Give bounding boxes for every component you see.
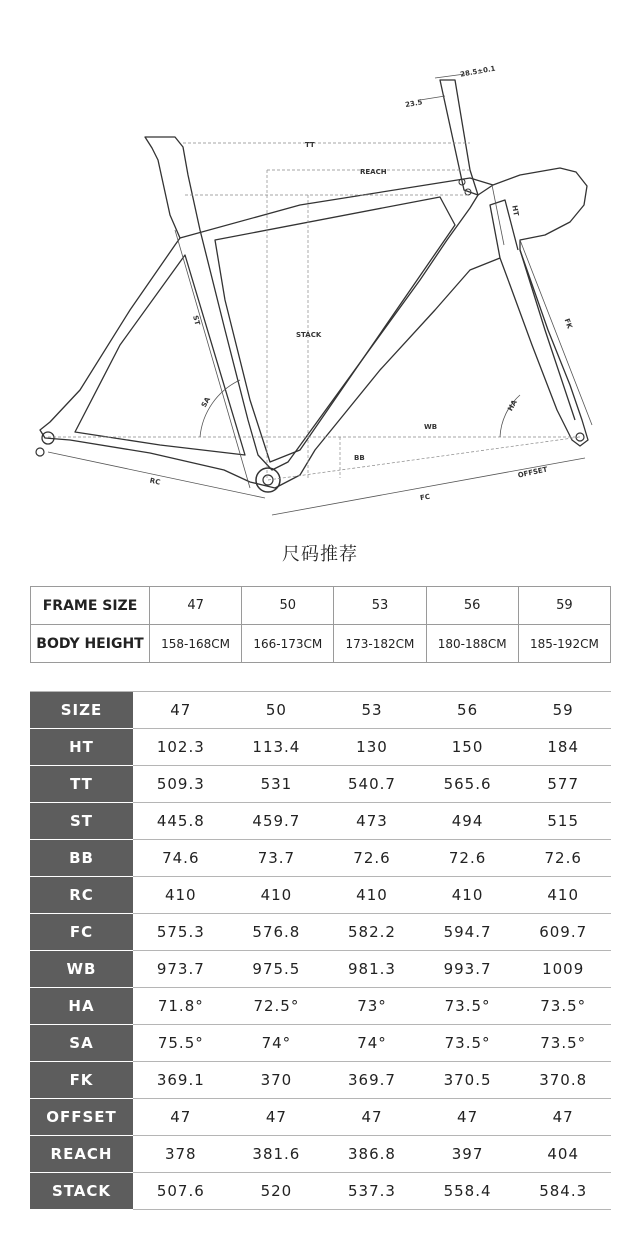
frame-geometry-diagram xyxy=(0,0,640,540)
body-height-cell: 185-192CM xyxy=(518,625,610,663)
frame-size-cell: 56 xyxy=(426,587,518,625)
label-tt: TT xyxy=(305,141,315,149)
geometry-row xyxy=(30,988,611,1025)
geometry-cell: 370.8 xyxy=(515,1062,611,1099)
geometry-cell: 73.7 xyxy=(229,840,325,877)
geometry-cell: 445.8 xyxy=(133,803,229,840)
geometry-row-label: RC xyxy=(30,877,133,914)
geometry-cell: 993.7 xyxy=(420,951,516,988)
geometry-cell: 575.3 xyxy=(133,914,229,951)
geometry-row xyxy=(30,766,611,803)
frame-size-cell: 59 xyxy=(518,587,610,625)
body-height-cell: 166-173CM xyxy=(242,625,334,663)
label-sa: SA xyxy=(199,395,213,409)
label-offset: OFFSET xyxy=(517,465,549,480)
geometry-row xyxy=(30,803,611,840)
geometry-cell: 386.8 xyxy=(324,1136,420,1173)
geometry-row-label: TT xyxy=(30,766,133,803)
seatpost xyxy=(440,80,478,195)
geometry-row-label: HA xyxy=(30,988,133,1025)
geometry-cell: 130 xyxy=(324,729,420,766)
geometry-cell: 494 xyxy=(420,803,516,840)
geometry-cell: 531 xyxy=(229,766,325,803)
geometry-cell: 515 xyxy=(515,803,611,840)
label-fk: FK xyxy=(562,317,574,330)
geometry-cell: 410 xyxy=(515,877,611,914)
front-triangle-inner xyxy=(215,197,455,462)
geometry-cell: 47 xyxy=(324,1099,420,1136)
geometry-row-label: HT xyxy=(30,729,133,766)
geometry-cell: 74.6 xyxy=(133,840,229,877)
geometry-row-label: FK xyxy=(30,1062,133,1099)
geometry-cell: 75.5° xyxy=(133,1025,229,1062)
geometry-cell: 47 xyxy=(133,692,229,729)
geometry-row-label: STACK xyxy=(30,1173,133,1210)
geometry-cell: 71.8° xyxy=(133,988,229,1025)
geometry-cell: 410 xyxy=(229,877,325,914)
label-reach: REACH xyxy=(360,168,387,176)
frame-outline xyxy=(40,137,588,488)
geometry-cell: 370.5 xyxy=(420,1062,516,1099)
geometry-cell: 576.8 xyxy=(229,914,325,951)
label-rc: RC xyxy=(149,476,161,487)
geometry-cell: 73.5° xyxy=(420,1025,516,1062)
geometry-cell: 184 xyxy=(515,729,611,766)
geometry-row xyxy=(30,1136,611,1173)
geometry-cell: 113.4 xyxy=(229,729,325,766)
geometry-cell: 459.7 xyxy=(229,803,325,840)
geometry-row xyxy=(30,1099,611,1136)
geometry-cell: 47 xyxy=(420,1099,516,1136)
label-ht: HT xyxy=(510,204,521,217)
geometry-cell: 72.6 xyxy=(515,840,611,877)
body-height-row xyxy=(31,625,611,663)
label-bb: BB xyxy=(354,454,365,462)
body-height-cell: 158-168CM xyxy=(150,625,242,663)
label-fc: FC xyxy=(419,492,431,503)
geometry-cell: 369.7 xyxy=(324,1062,420,1099)
geometry-row-label: SA xyxy=(30,1025,133,1062)
geometry-cell: 72.6 xyxy=(324,840,420,877)
geometry-cell: 509.3 xyxy=(133,766,229,803)
frame-size-cell: 50 xyxy=(242,587,334,625)
body-height-label: BODY HEIGHT xyxy=(31,625,150,663)
geometry-cell: 73.5° xyxy=(515,988,611,1025)
geometry-row xyxy=(30,951,611,988)
geometry-cell: 369.1 xyxy=(133,1062,229,1099)
body-height-cell: 180-188CM xyxy=(426,625,518,663)
geometry-cell: 404 xyxy=(515,1136,611,1173)
geometry-cell: 381.6 xyxy=(229,1136,325,1173)
geometry-cell: 72.6 xyxy=(420,840,516,877)
geometry-row-label: OFFSET xyxy=(30,1099,133,1136)
geometry-cell: 577 xyxy=(515,766,611,803)
geometry-cell: 72.5° xyxy=(229,988,325,1025)
geometry-cell: 150 xyxy=(420,729,516,766)
geometry-cell: 53 xyxy=(324,692,420,729)
geometry-cell: 50 xyxy=(229,692,325,729)
geometry-cell: 56 xyxy=(420,692,516,729)
geometry-cell: 1009 xyxy=(515,951,611,988)
rear-triangle-inner xyxy=(75,255,245,455)
geometry-cell: 370 xyxy=(229,1062,325,1099)
geometry-cell: 59 xyxy=(515,692,611,729)
geometry-cell: 410 xyxy=(324,877,420,914)
geometry-row xyxy=(30,914,611,951)
geometry-cell: 73° xyxy=(324,988,420,1025)
geometry-row-label: REACH xyxy=(30,1136,133,1173)
geometry-cell: 594.7 xyxy=(420,914,516,951)
geometry-cell: 410 xyxy=(133,877,229,914)
geometry-cell: 47 xyxy=(229,1099,325,1136)
geometry-row xyxy=(30,840,611,877)
geometry-cell: 584.3 xyxy=(515,1173,611,1210)
geometry-cell: 410 xyxy=(420,877,516,914)
geometry-cell: 565.6 xyxy=(420,766,516,803)
frame-size-cell: 53 xyxy=(334,587,426,625)
size-recommendation-table xyxy=(30,586,611,663)
geometry-cell: 973.7 xyxy=(133,951,229,988)
geometry-cell: 397 xyxy=(420,1136,516,1173)
geometry-cell: 609.7 xyxy=(515,914,611,951)
geometry-cell: 582.2 xyxy=(324,914,420,951)
geometry-cell: 558.4 xyxy=(420,1173,516,1210)
geometry-cell: 378 xyxy=(133,1136,229,1173)
geometry-table xyxy=(30,691,611,1210)
geometry-cell: 473 xyxy=(324,803,420,840)
geometry-cell: 537.3 xyxy=(324,1173,420,1210)
geometry-cell: 981.3 xyxy=(324,951,420,988)
geometry-cell: 47 xyxy=(515,1099,611,1136)
frame-size-cell: 47 xyxy=(150,587,242,625)
geometry-row-label: FC xyxy=(30,914,133,951)
geometry-row xyxy=(30,692,611,729)
geometry-row xyxy=(30,1173,611,1210)
label-seatpost-clamp: 23.5 xyxy=(404,98,423,110)
geometry-cell: 520 xyxy=(229,1173,325,1210)
body-height-cell: 173-182CM xyxy=(334,625,426,663)
label-st: ST xyxy=(191,314,202,327)
size-recommendation-title: 尺码推荐 xyxy=(282,544,358,565)
geometry-row-label: SIZE xyxy=(30,692,133,729)
geometry-cell: 74° xyxy=(229,1025,325,1062)
geometry-cell: 540.7 xyxy=(324,766,420,803)
geometry-cell: 507.6 xyxy=(133,1173,229,1210)
geometry-row xyxy=(30,729,611,766)
geometry-row xyxy=(30,877,611,914)
label-stack: STACK xyxy=(296,331,322,339)
geometry-cell: 74° xyxy=(324,1025,420,1062)
geometry-cell: 975.5 xyxy=(229,951,325,988)
geometry-cell: 73.5° xyxy=(420,988,516,1025)
frame-size-label: FRAME SIZE xyxy=(31,587,150,625)
geometry-cell: 47 xyxy=(133,1099,229,1136)
geometry-row xyxy=(30,1025,611,1062)
label-ha: HA xyxy=(506,398,519,413)
frame-size-row xyxy=(31,587,611,625)
geometry-row-label: BB xyxy=(30,840,133,877)
geometry-row-label: ST xyxy=(30,803,133,840)
geometry-cell: 102.3 xyxy=(133,729,229,766)
label-seatpost-diameter: 28.5±0.1 xyxy=(459,64,497,79)
geometry-row xyxy=(30,1062,611,1099)
geometry-cell: 73.5° xyxy=(515,1025,611,1062)
geometry-row-label: WB xyxy=(30,951,133,988)
label-wb: WB xyxy=(424,423,438,431)
